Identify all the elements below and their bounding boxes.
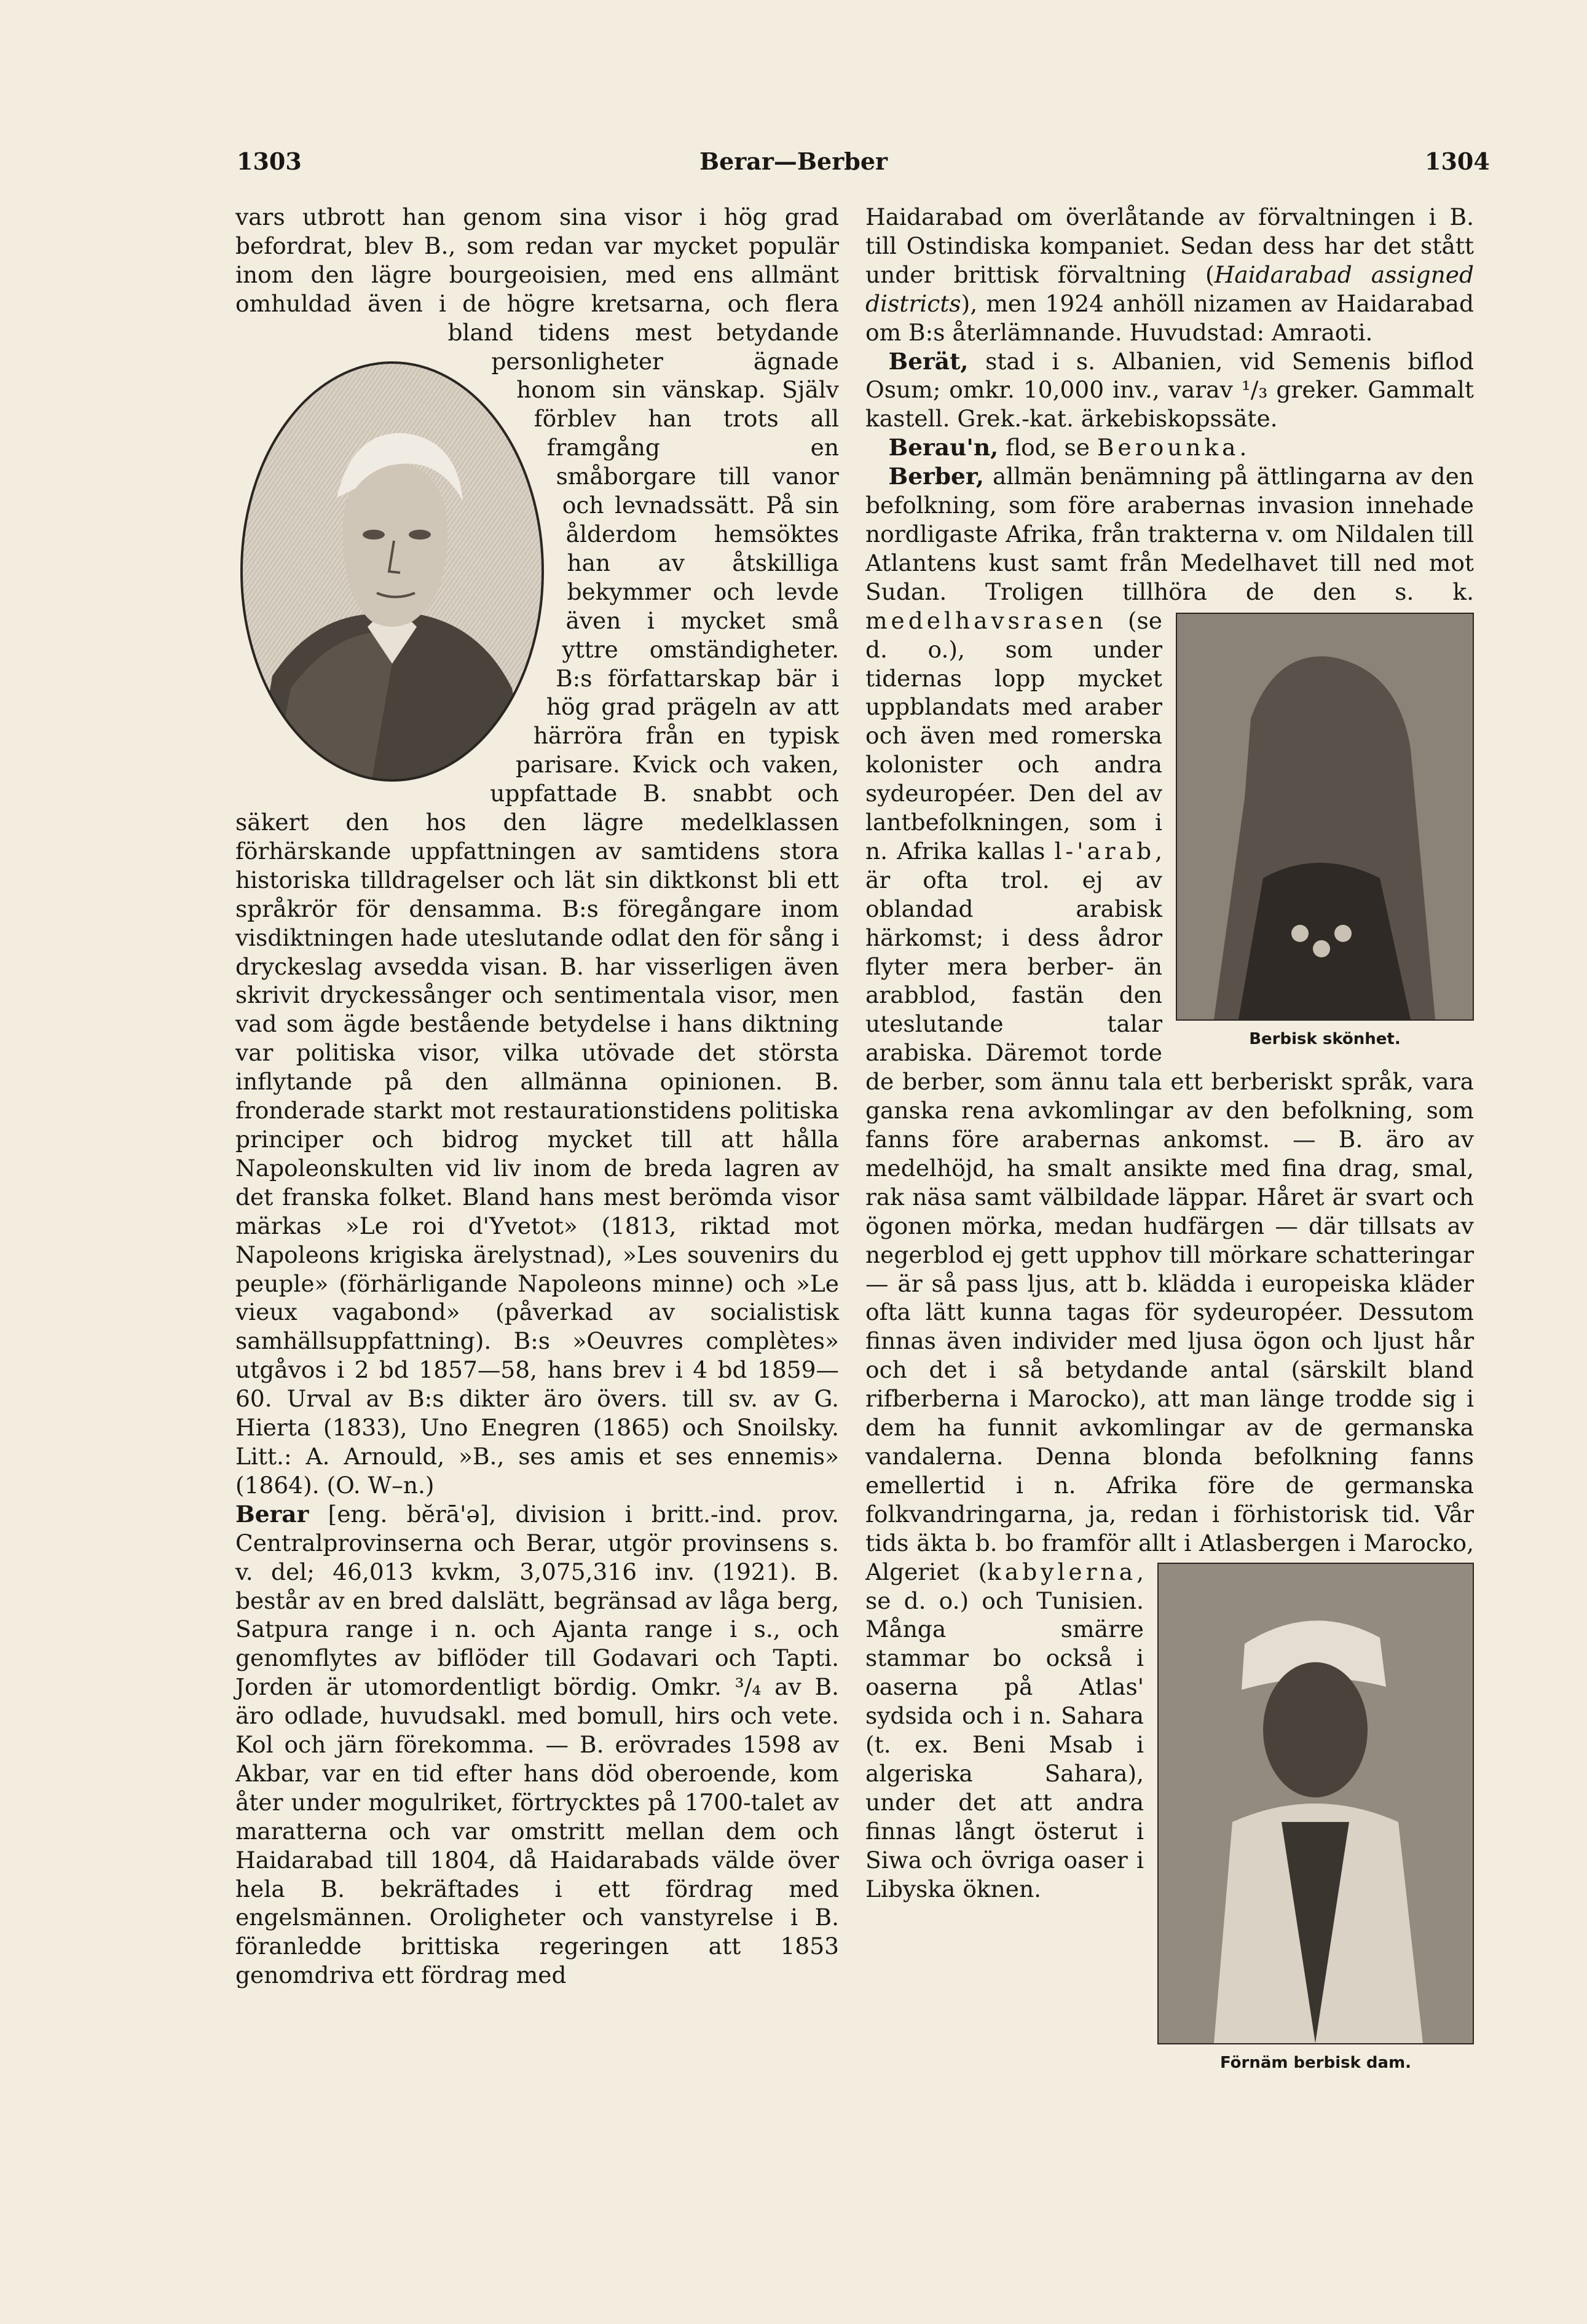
berber-text-1: allmän benämning på ättlingarna av den befolkning, som före arabernas invasion innehade nordligaste Afrika, från trakterna v. om Nildalen till Atlantens kust samt från Medelhavet till ned mot Sudan. Troligen tillhöra de den s. k. xyxy=(865,463,1474,605)
running-title: Berar—Berber xyxy=(699,147,888,175)
photo-berber-woman xyxy=(1176,613,1474,1021)
photo-berber-lady xyxy=(1157,1563,1474,2044)
beranger-text-intro: vars utbrott han genom sina visor i hög grad befordrat, blev B., som redan var mycket populär inom den lägre bourgeoisien, med ens allmänt omhuldad även i de högre kretsarna, xyxy=(235,203,839,317)
beraun-crossref: Berounka xyxy=(1097,434,1240,461)
berar-text: [eng. bĕrā'ə], division i britt.-ind. prov. Centralprovinserna och Berar, utgör provinsens s. v. del; 46,013 kvkm, 3,075,316 inv. (1921). B. består av en bred dalslätt, begränsad av låga berg, Satpura range i n. och Ajanta range i s., och genomflytes av biflöder till Godavari och Tapti. Jorden är utomordentligt bördig. Omkr. ³/₄ av B. äro odlade, huvudsakl. med bomull, hirs och vete. Kol och järn förekomma. — B. erövrades 1598 av Akbar, var en tid efter hans död oberoende, kom åter under mogulriket, förtrycktes på 1700-talet av maratterna och var omstritt mellan dem och Haidarabad till 1804, då Haidarabads välde över hela B. bekräftades i ett fördrag med engelsmännen. Oroligheter och vanstyrelse i B. föranledde brittiska regeringen att 1853 genomdriva ett fördrag med xyxy=(235,1500,839,1989)
beraun-headword: Berau'n, xyxy=(888,434,999,461)
berber-crossref-kabylerna: kabylerna xyxy=(987,1558,1137,1585)
berar-entry xyxy=(235,1500,839,1990)
left-column xyxy=(235,203,839,2114)
berber-crossref-medelhavsrasen: medelhavsrasen xyxy=(865,607,1107,634)
caption-1: Berbisk skönhet. xyxy=(1249,1029,1401,1048)
figure-berbisk-skonhet xyxy=(1176,613,1474,1049)
berber-headword: Berber, xyxy=(888,463,984,490)
page-number-left: 1303 xyxy=(237,147,302,175)
berar-continuation xyxy=(865,203,1474,347)
berat-headword: Berät, xyxy=(888,347,969,375)
berat-entry xyxy=(865,347,1474,434)
berat-text: stad i s. Albanien, vid Semenis biflod Osum; omkr. 10,000 inv., varav ¹/₃ greker. Gammalt kastell. Grek.-kat. ärkebiskopssäte. xyxy=(865,347,1474,433)
right-column xyxy=(865,203,1474,2114)
beraun-text-b: . xyxy=(1239,434,1247,461)
page-number-right: 1304 xyxy=(1425,147,1490,175)
figure-fornam-berbisk-dam xyxy=(1157,1563,1474,2073)
beraun-text-a: flod, se xyxy=(998,434,1097,461)
beranger-paragraph xyxy=(235,203,839,1500)
berar-cont-text-b: ), men 1924 anhöll nizamen av Haidarabad om B:s återlämnande. Huvudstad: Amraoti. xyxy=(865,289,1474,346)
page-header xyxy=(0,147,1587,184)
berber-text-3: , är ofta trol. ej av oblandad arabisk härkomst; i dess ådror flyter mera berber- än arabblod, fastän den uteslutande talar arabiska. Däremot torde de berber, som ännu tala ett berberiskt språk, vara ganska rena avkomlingar av den befolkning, som fanns före arabernas ankomst. — B. äro av medelhöjd, ha smalt ansikte med fina drag, smal, rak näsa samt välbildade läppar. Håret är svart och ögonen mörka, medan hudfärgen — där tillsats av negerblod ej gett upphov till mörkare schatteringar — är så pass ljus, att b. klädda i europeiska kläder ofta lätt kunna tagas för sydeuropéer. Dessutom finnas även individer med ljusa ögon och ljust hår och det i så betydande antal (särskilt bland rifberberna i Marocko), att man länge trodde sig i dem ha funnit avkomlingar av de germanska vandalerna. Denna blonda befolkning fanns emellertid i n. Afrika före de germanska folkvandringarna, ja, redan i förhistorisk tid. Vår tids äkta b. bo framför allt i Atlasbergen i Marocko, Algeriet ( xyxy=(865,837,1474,1585)
caption-2: Förnäm berbisk dam. xyxy=(1219,2053,1412,2072)
beraun-entry xyxy=(865,433,1474,462)
beranger-text-main: och flera bland tidens mest betydande personligheter ägnade honom sin vänskap. Själv förblev han trots all framgång en småborgare till vanor och levnadssätt. På sin ålderdom hemsöktes han av åtskilliga bekymmer och levde även i mycket små yttre omständigheter. B:s författarskap bär i hög grad prägeln av att härröra från en typisk parisare. Kvick och vaken, uppfattade B. snabbt och säkert den hos den lägre medelklassen förhärskande uppfattningen av samtidens stora historiska tilldragelser och lät sin diktkonst bli ett språkrör för densamma. B:s föregångare inom visdiktningen hade uteslutande odlat den för sång i dryckeslag avsedda visan. B. har visserligen även skrivit dryckessånger och sentimentala visor, men vad som ägde bestående betydelse i hans diktning var politiska visor, vilka utövade det största inflytande på den allmänna opinionen. B. fronderade starkt mot restaurationstidens politiska principer och bidrog mycket till att hålla Napoleonskulten vid liv inom de breda lagren av det franska folket. Bland hans mest berömda visor märkas »Le roi d'Yvetot» (1813, riktad mot Napoleons krigiska ärelystnad), »Les souvenirs du peuple» (förhärligande Napoleons minne) och »Le vieux vagabond» (påverkad av socialistisk samhällsuppfattning). B:s »Oeuvres complètes» utgåvos i 2 bd 1857—58, hans brev i 4 bd 1859—60. Urval av B:s dikter äro övers. till sv. av G. Hierta (1833), Uno Enegren (1865) och Snoilsky. Litt.: A. Arnould, »B., ses amis et ses ennemis» (1864). (O. W–n.) xyxy=(235,289,839,1499)
berar-cont-italic: Haidarabad assigned districts xyxy=(865,261,1474,317)
portrait-engraving xyxy=(235,356,555,787)
photo-placeholder-2 xyxy=(1159,1564,1473,2043)
berber-text-4: , se d. o.) och Tunisien. Många smärre stammar bo också i oaserna på Atlas' sydsida och i n. Sahara (t. ex. Beni Msab i algeriska Sahara), under det att andra finnas långt österut i Siwa och övriga oaser i Libyska öknen. xyxy=(865,1558,1144,1902)
berber-text-2: (se d. o.), som under tidernas lopp mycket uppblandats med araber och även med romerska kolonister och andra sydeuropéer. Den del av lantbefolkningen, som i n. Afrika kallas xyxy=(865,607,1162,865)
berar-cont-text-a: Haidarabad om överlåtande av förvaltningen i B. till Ostindiska kompaniet. Sedan dess har det stått under brittisk förvaltning ( xyxy=(865,203,1474,288)
berar-headword: Berar xyxy=(235,1500,309,1528)
berber-entry xyxy=(865,462,1474,2072)
berber-crossref-larab: l-'arab xyxy=(1054,837,1156,865)
photo-placeholder-1 xyxy=(1177,614,1473,1019)
